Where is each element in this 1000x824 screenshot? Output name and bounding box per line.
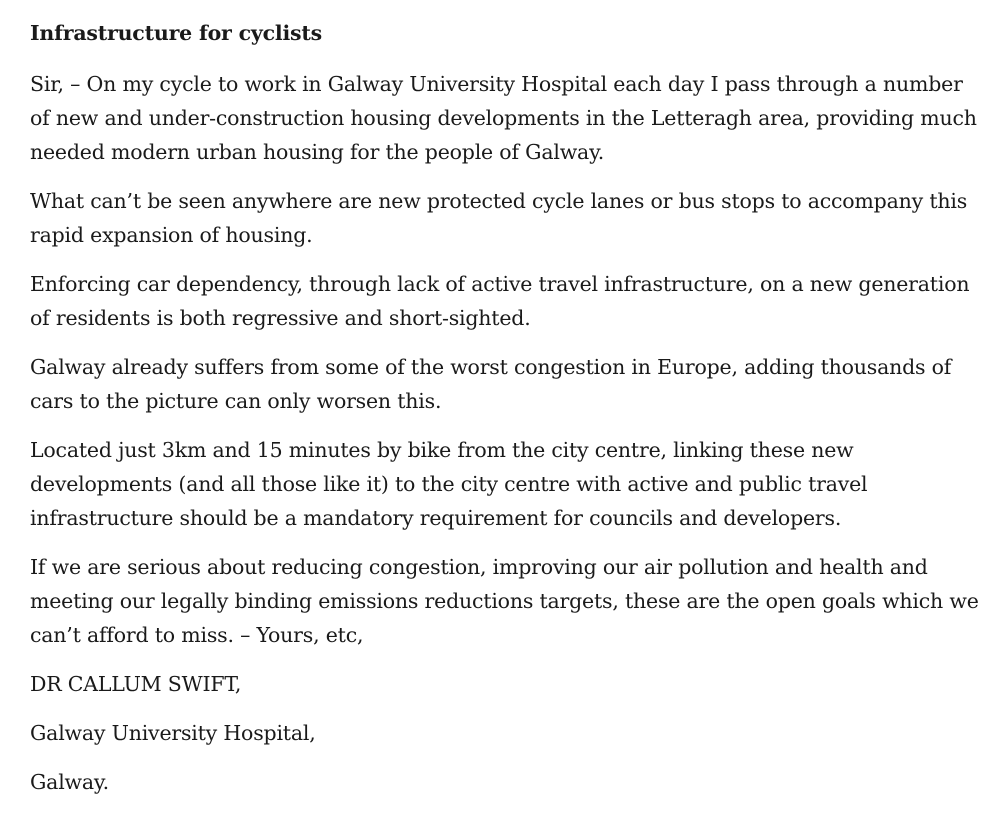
letter-paragraph-2: What can’t be seen anywhere are new protected cycle lanes or bus stops to accompany this rapid expansion of housing.	[30, 189, 968, 247]
letter-paragraph-6: If we are serious about reducing congestion, improving our air pollution and health and meeting our legally binding emissions reductions targets, these are the open goals which we can’t afford to miss. – Yours, etc,	[30, 555, 979, 647]
letter-paragraph-3: Enforcing car dependency, through lack of active travel infrastructure, on a new generation of residents is both regressive and short-sighted.	[30, 272, 970, 330]
letter-paragraph-4: Galway already suffers from some of the worst congestion in Europe, adding thousands of cars to the picture can only worsen this.	[30, 355, 952, 413]
signature-institution: Galway University Hospital,	[30, 721, 316, 745]
letter-paragraph-5: Located just 3km and 15 minutes by bike from the city centre, linking these new developments (and all those like it) to the city centre with active and public travel infrastructure should be a mandatory requirement for councils and developers.	[30, 438, 868, 530]
signature-place: Galway.	[30, 770, 109, 794]
letter-article	[30, 16, 980, 814]
letter-paragraph-1: Sir, – On my cycle to work in Galway University Hospital each day I pass through a number of new and under-construction housing developments in the Letteragh area, providing much needed modern urban housing for the people of Galway.	[30, 72, 977, 164]
signature-name: DR CALLUM SWIFT,	[30, 672, 242, 696]
letter-title: Infrastructure for cyclists	[30, 21, 322, 45]
